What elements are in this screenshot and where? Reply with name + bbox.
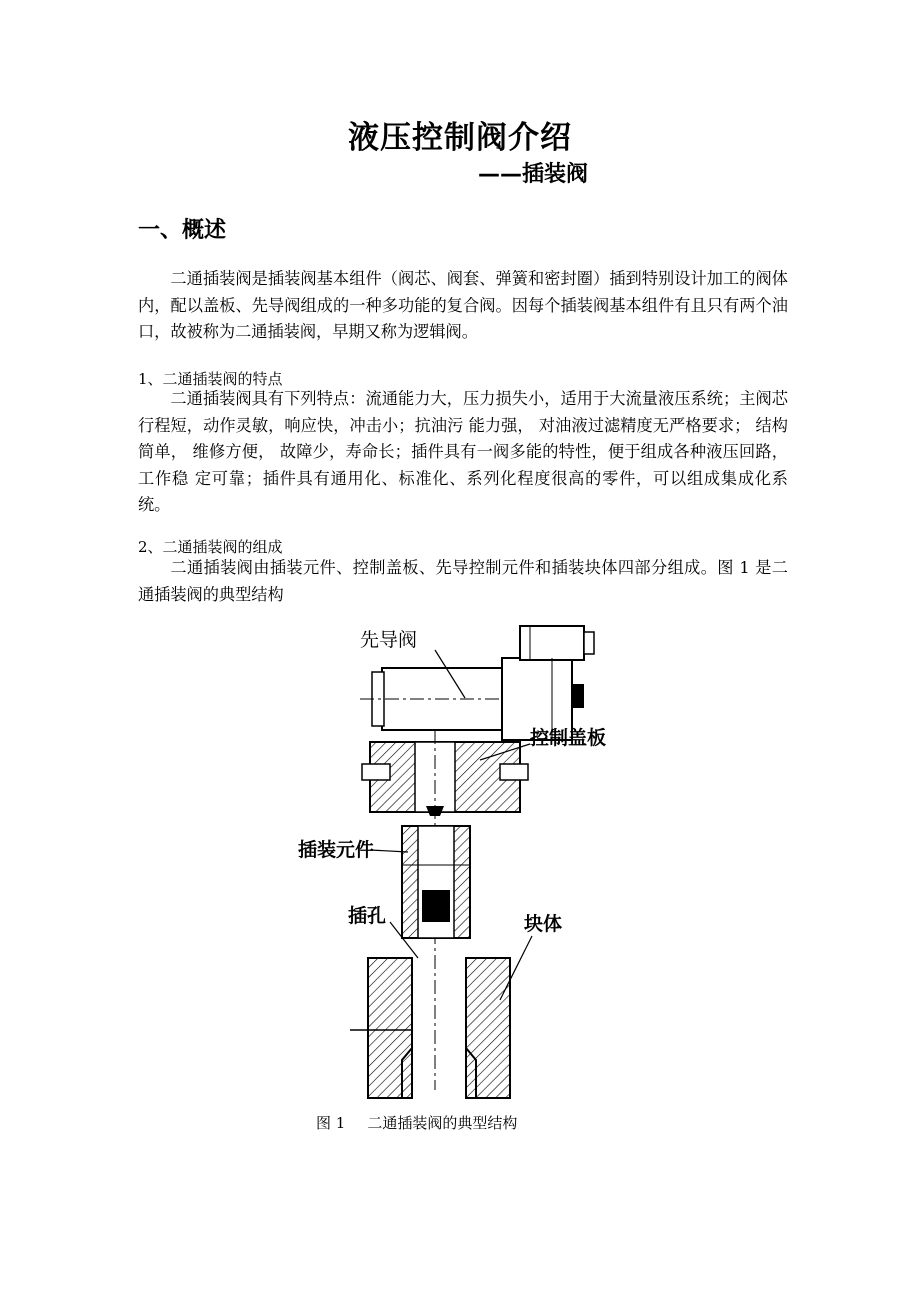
cartridge-element-drawing [402,826,470,938]
label-cartridge-element: 插装元件 [298,839,375,861]
label-cartridge-hole: 插孔 [348,905,387,927]
label-pilot-valve: 先导阀 [360,629,418,651]
figure-caption-number: 图 1 [316,1114,346,1132]
figure-caption-text: 二通插装阀的典型结构 [367,1114,518,1132]
label-block-body: 块体 [524,913,563,935]
document-title: 液压控制阀介绍 [348,120,572,156]
document-subtitle: ——插装阀 [478,162,589,187]
valve-diagram [290,620,640,1105]
intro-paragraph: 二通插装阀是插装阀基本组件（阀芯、阀套、弹簧和密封圈）插到特别设计加工的阀体内，配以盖板、先导阀组成的一种多功能的复合阀。因每个插装阀基本组件有且只有两个油口，故被称为二通插装阀，早期又称为逻辑阀。 [138,269,788,341]
composition-paragraph: 二通插装阀由插装元件、控制盖板、先导控制元件和插装块体四部分组成。图 1 是二通插装阀的典型结构 [138,558,788,604]
label-control-cover: 控制盖板 [530,727,607,749]
block-body-drawing [350,958,510,1098]
figure-valve-structure [290,620,640,1105]
section-heading-overview: 一、概述 [138,218,227,243]
figure-caption [316,1112,517,1133]
features-paragraph: 二通插装阀具有下列特点：流通能力大，压力损失小，适用于大流量液压系统；主阀芯行程短，动作灵敏，响应快，冲击小；抗油污 能力强， 对油液过滤精度无严格要求； 结构简单， 维修方便， 故障少，寿命长；插件具有一阀多能的特性，便于组成各种液压回路，工作稳 定可靠；插件具有通用化、标准化、系列化程度很高的零件，可以组成集成化系统。 [138,389,788,514]
subsection-heading-composition: 2、二通插装阀的组成 [138,538,283,556]
subsection-heading-features: 1、二通插装阀的特点 [138,370,283,388]
